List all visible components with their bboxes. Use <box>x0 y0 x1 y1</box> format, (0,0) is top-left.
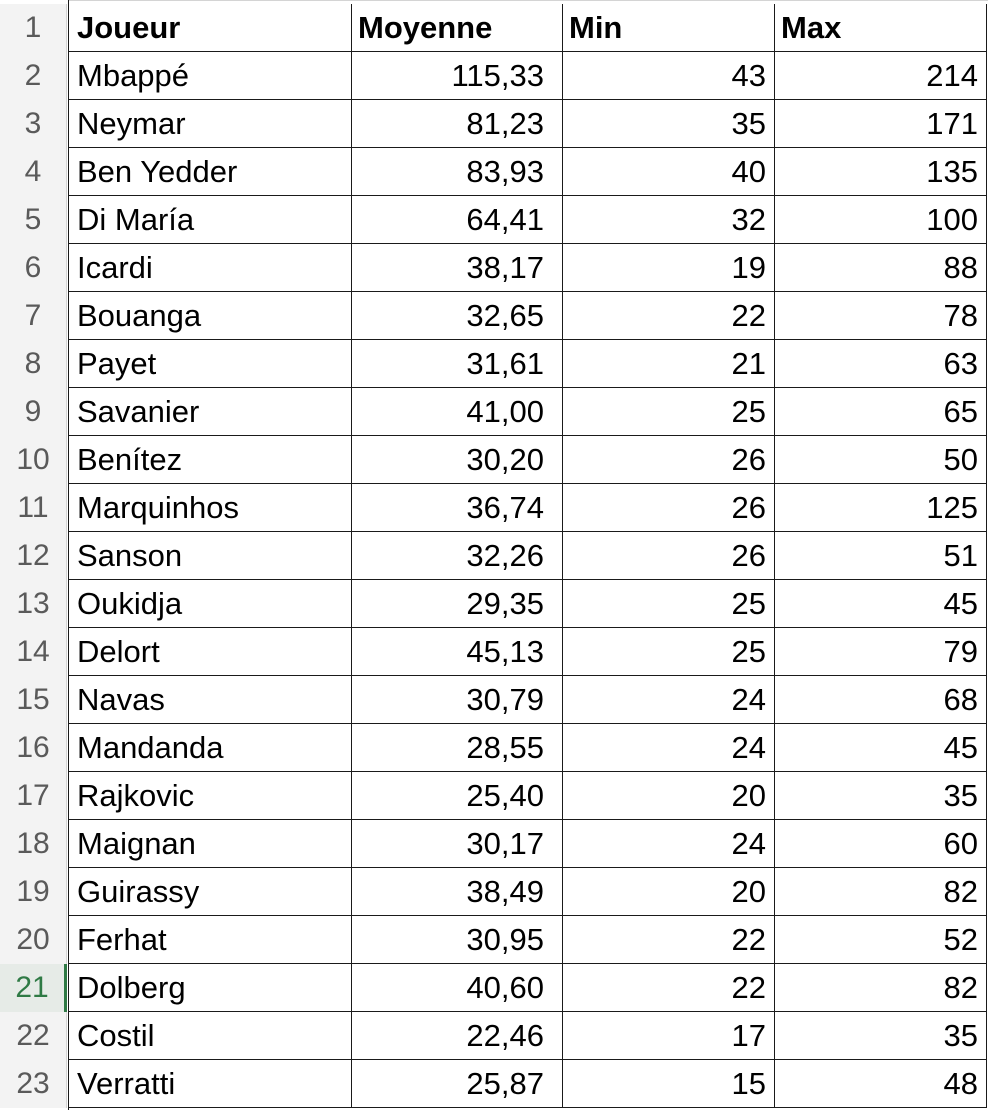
cell-max[interactable]: 125 <box>775 484 987 532</box>
cell-max[interactable]: 214 <box>775 52 987 100</box>
table-row <box>0 772 988 820</box>
row-number[interactable]: 16 <box>0 724 67 772</box>
cell-min[interactable]: 26 <box>563 532 775 580</box>
cell-max[interactable]: 171 <box>775 100 987 148</box>
cell-joueur[interactable]: Maignan <box>69 820 352 868</box>
cell-min[interactable]: 40 <box>563 148 775 196</box>
cell-moyenne[interactable]: 40,60 <box>352 964 563 1012</box>
row-number[interactable]: 15 <box>0 676 67 724</box>
cell-max[interactable]: 48 <box>775 1060 987 1108</box>
cell-moyenne[interactable]: 45,13 <box>352 628 563 676</box>
cell-joueur[interactable]: Navas <box>69 676 352 724</box>
cell-max[interactable]: 135 <box>775 148 987 196</box>
cell-moyenne[interactable]: 30,95 <box>352 916 563 964</box>
cell-min[interactable]: 26 <box>563 484 775 532</box>
table-row <box>0 964 988 1012</box>
cell-joueur[interactable]: Mbappé <box>69 52 352 100</box>
cell-max[interactable]: 52 <box>775 916 987 964</box>
cell-min[interactable]: 25 <box>563 628 775 676</box>
cell-moyenne[interactable]: 38,17 <box>352 244 563 292</box>
cell-min[interactable]: 25 <box>563 580 775 628</box>
cell-min[interactable]: 24 <box>563 820 775 868</box>
cell-joueur[interactable]: Oukidja <box>69 580 352 628</box>
row-number[interactable]: 22 <box>0 1012 67 1060</box>
table-row <box>0 52 988 100</box>
cell-max[interactable]: 45 <box>775 724 987 772</box>
cell-joueur[interactable]: Payet <box>69 340 352 388</box>
cell-min[interactable]: 35 <box>563 100 775 148</box>
cell-max[interactable]: 35 <box>775 772 987 820</box>
table-row <box>0 436 988 484</box>
cell-moyenne[interactable]: 83,93 <box>352 148 563 196</box>
cell-joueur[interactable]: Savanier <box>69 388 352 436</box>
row-number[interactable]: 14 <box>0 628 67 676</box>
cell-max[interactable]: 50 <box>775 436 987 484</box>
cell-joueur[interactable]: Neymar <box>69 100 352 148</box>
table-row <box>0 724 988 772</box>
table-row <box>0 484 988 532</box>
cell-moyenne[interactable]: 25,40 <box>352 772 563 820</box>
row-number[interactable]: 18 <box>0 820 67 868</box>
cell-moyenne[interactable]: 25,87 <box>352 1060 563 1108</box>
cell-min[interactable]: 22 <box>563 916 775 964</box>
cell-min[interactable]: 22 <box>563 292 775 340</box>
cell-moyenne[interactable]: 28,55 <box>352 724 563 772</box>
cell-joueur[interactable]: Ben Yedder <box>69 148 352 196</box>
cell-moyenne[interactable]: 30,79 <box>352 676 563 724</box>
top-divider <box>68 0 988 1</box>
cell-min[interactable]: 43 <box>563 52 775 100</box>
cell-moyenne[interactable]: 31,61 <box>352 340 563 388</box>
cell-moyenne[interactable]: 38,49 <box>352 868 563 916</box>
row-number[interactable]: 3 <box>0 100 67 148</box>
column-header-joueur[interactable]: Joueur <box>69 4 352 52</box>
cell-moyenne[interactable]: 30,20 <box>352 436 563 484</box>
cell-max[interactable]: 35 <box>775 1012 987 1060</box>
row-number[interactable]: 5 <box>0 196 67 244</box>
table-row <box>0 580 988 628</box>
table-row <box>0 292 988 340</box>
table-row <box>0 100 988 148</box>
cell-min[interactable]: 17 <box>563 1012 775 1060</box>
cell-moyenne[interactable]: 36,74 <box>352 484 563 532</box>
row-number[interactable]: 6 <box>0 244 67 292</box>
cell-moyenne[interactable]: 41,00 <box>352 388 563 436</box>
row-number[interactable]: 4 <box>0 148 67 196</box>
table-row <box>0 820 988 868</box>
cell-max[interactable]: 79 <box>775 628 987 676</box>
table-row <box>0 1060 988 1108</box>
cell-min[interactable]: 21 <box>563 340 775 388</box>
table-row <box>0 1012 988 1060</box>
cell-max[interactable]: 88 <box>775 244 987 292</box>
row-number[interactable]: 19 <box>0 868 67 916</box>
cell-joueur[interactable]: Icardi <box>69 244 352 292</box>
cell-min[interactable]: 20 <box>563 772 775 820</box>
cell-joueur[interactable]: Benítez <box>69 436 352 484</box>
row-number[interactable]: 10 <box>0 436 67 484</box>
row-number[interactable]: 17 <box>0 772 67 820</box>
row-number[interactable]: 20 <box>0 916 67 964</box>
cell-joueur[interactable]: Mandanda <box>69 724 352 772</box>
row-number[interactable]: 1 <box>0 4 67 52</box>
cell-max[interactable]: 45 <box>775 580 987 628</box>
cell-moyenne[interactable]: 29,35 <box>352 580 563 628</box>
cell-joueur[interactable]: Verratti <box>69 1060 352 1108</box>
cell-max[interactable]: 78 <box>775 292 987 340</box>
cell-joueur[interactable]: Rajkovic <box>69 772 352 820</box>
cell-moyenne[interactable]: 32,65 <box>352 292 563 340</box>
cell-min[interactable]: 24 <box>563 724 775 772</box>
row-number[interactable]: 8 <box>0 340 67 388</box>
cell-max[interactable]: 100 <box>775 196 987 244</box>
table-row <box>0 148 988 196</box>
cell-joueur[interactable]: Guirassy <box>69 868 352 916</box>
cell-min[interactable]: 32 <box>563 196 775 244</box>
row-number[interactable]: 11 <box>0 484 67 532</box>
cell-min[interactable]: 26 <box>563 436 775 484</box>
cell-min[interactable]: 24 <box>563 676 775 724</box>
cell-moyenne[interactable]: 32,26 <box>352 532 563 580</box>
cell-min[interactable]: 20 <box>563 868 775 916</box>
row-number[interactable]: 23 <box>0 1060 67 1108</box>
table-row <box>0 868 988 916</box>
table-row <box>0 196 988 244</box>
table-row <box>0 676 988 724</box>
cell-min[interactable]: 19 <box>563 244 775 292</box>
cell-joueur[interactable]: Di María <box>69 196 352 244</box>
cell-moyenne[interactable]: 81,23 <box>352 100 563 148</box>
row-number[interactable]: 13 <box>0 580 67 628</box>
table-row <box>0 244 988 292</box>
row-number[interactable]: 12 <box>0 532 67 580</box>
table-row <box>0 628 988 676</box>
cell-max[interactable]: 63 <box>775 340 987 388</box>
row-number[interactable]: 2 <box>0 52 67 100</box>
column-header-min[interactable]: Min <box>563 4 775 52</box>
row-number[interactable]: 9 <box>0 388 67 436</box>
cell-moyenne[interactable]: 30,17 <box>352 820 563 868</box>
cell-joueur[interactable]: Ferhat <box>69 916 352 964</box>
cell-max[interactable]: 65 <box>775 388 987 436</box>
table-row <box>0 916 988 964</box>
cell-joueur[interactable]: Marquinhos <box>69 484 352 532</box>
cell-moyenne[interactable]: 22,46 <box>352 1012 563 1060</box>
cell-min[interactable]: 22 <box>563 964 775 1012</box>
cell-max[interactable]: 60 <box>775 820 987 868</box>
cell-joueur[interactable]: Delort <box>69 628 352 676</box>
table-row <box>0 340 988 388</box>
grid-left-border <box>68 0 69 1110</box>
column-header-max[interactable]: Max <box>775 4 987 52</box>
cell-max[interactable]: 82 <box>775 868 987 916</box>
table-row <box>0 388 988 436</box>
cell-joueur[interactable]: Bouanga <box>69 292 352 340</box>
row-number[interactable]: 7 <box>0 292 67 340</box>
cell-max[interactable]: 68 <box>775 676 987 724</box>
cell-max[interactable]: 82 <box>775 964 987 1012</box>
cell-moyenne[interactable]: 115,33 <box>352 52 563 100</box>
cell-min[interactable]: 15 <box>563 1060 775 1108</box>
table-row <box>0 532 988 580</box>
column-header-moyenne[interactable]: Moyenne <box>352 4 563 52</box>
cell-moyenne[interactable]: 64,41 <box>352 196 563 244</box>
header-row <box>0 4 988 52</box>
cell-max[interactable]: 51 <box>775 532 987 580</box>
cell-joueur[interactable]: Dolberg <box>69 964 352 1012</box>
cell-min[interactable]: 25 <box>563 388 775 436</box>
cell-joueur[interactable]: Costil <box>69 1012 352 1060</box>
row-number[interactable]: 21 <box>0 964 67 1012</box>
cell-joueur[interactable]: Sanson <box>69 532 352 580</box>
